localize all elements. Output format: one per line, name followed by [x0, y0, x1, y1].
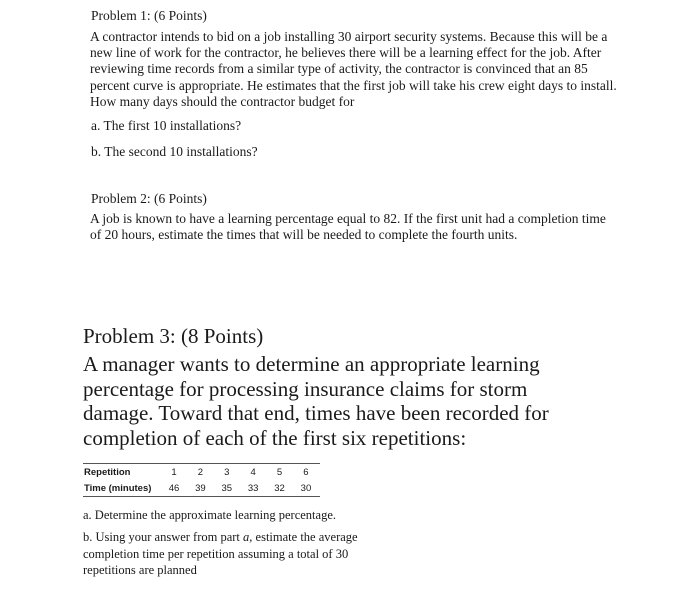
problem-3-text: A manager wants to determine an appropriate learning percentage for processing insurance claims for storm damage. Toward that end, times have been recorded for completion of each of the first six repetitions:	[83, 352, 549, 450]
repetition-cell: 2	[197, 466, 204, 478]
time-cell: 46	[168, 482, 180, 494]
time-cell: 33	[247, 482, 259, 494]
problem-1-part-a: a. The first 10 installations?	[91, 118, 242, 133]
time-row	[83, 480, 320, 496]
repetition-cell: 6	[303, 466, 309, 478]
problem-2-text: A job is known to have a learning percentage equal to 82. If the first unit had a completion time of 20 hours, estimate the times that will be needed to complete the fourth units.	[90, 211, 606, 243]
part-b-italic: a,	[243, 530, 253, 544]
problem-3-part-a: a. Determine the approximate learning percentage.	[83, 508, 337, 522]
problem-1-text: A contractor intends to bid on a job installing 30 airport security systems. Because this will be a new line of work for the contractor, he believes there will be a learning effect for the job. After reviewing time records from a similar type of activity, the contractor is convinced that an 85 percent curve is appropriate. He estimates that the first job will take his crew eight days to install. How many days should the contractor budget for	[90, 29, 617, 109]
part-b-prefix: b. Using your answer from part	[83, 530, 244, 544]
time-cell: 30	[300, 482, 312, 494]
time-cell: 32	[274, 482, 285, 494]
repetition-cell: 1	[171, 466, 177, 478]
problem-1-title: Problem 1: (6 Points)	[91, 8, 207, 23]
time-header: Time (minutes)	[84, 482, 152, 494]
problem-1-part-b: b. The second 10 installations?	[91, 144, 258, 159]
repetition-header: Repetition	[84, 466, 131, 478]
repetition-time-table	[83, 463, 320, 497]
repetition-row	[83, 464, 320, 480]
problem-3-part-b	[83, 529, 373, 579]
problem-3-title: Problem 3: (8 Points)	[83, 324, 264, 348]
time-cell: 39	[195, 482, 206, 494]
part-b-suffix: estimate the average completion time per repetition assuming a total of 30 repetitions are planned	[83, 530, 358, 577]
time-cell: 35	[221, 482, 233, 494]
repetition-cell: 3	[224, 466, 230, 478]
repetition-cell: 4	[250, 466, 256, 478]
repetition-cell: 5	[276, 466, 283, 478]
problem-2-title: Problem 2: (6 Points)	[91, 191, 207, 206]
